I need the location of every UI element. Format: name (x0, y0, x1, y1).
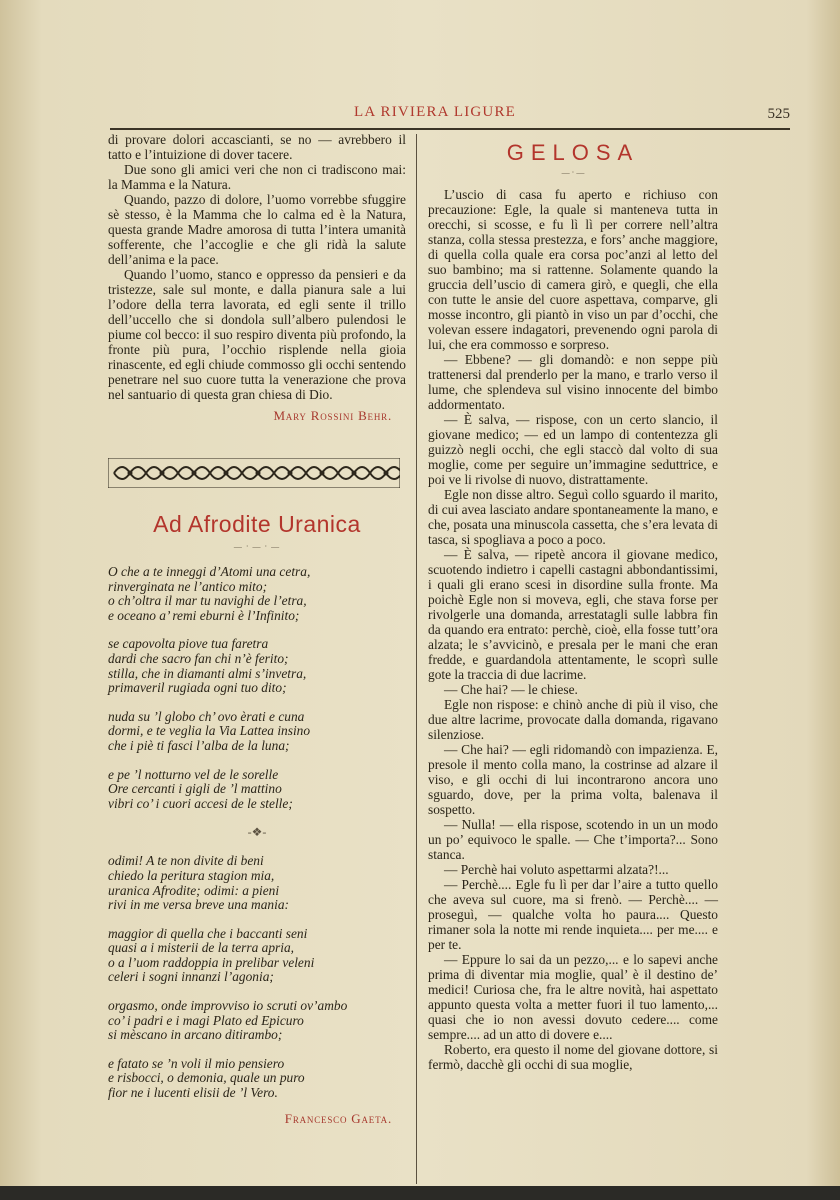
poem-body (108, 565, 406, 1101)
article-signature: Mary Rossini Behr. (273, 408, 392, 423)
title-rule: — · — · — (233, 542, 281, 551)
poem-line: che i piè ti fasci l’alba de la luna; (108, 737, 290, 753)
magazine-title: LA RIVIERA LIGURE (353, 104, 517, 120)
poem-line: si mèscano in arcano ditirambo; (108, 1027, 283, 1043)
left-article (108, 132, 406, 402)
poem-line: nuda su ’l globo ch’ ovo èrati e cuna (108, 708, 305, 724)
poem-line: chiedo la peritura stagion mia, (108, 867, 275, 883)
story-paragraph: — Ebbene? — gli domandò: e non seppe più trattenersi dal prenderlo per la mano, e trarlo verso il lume, che splendeva sul visino innocente del bimbo addormentato. (428, 352, 718, 412)
story-title: GELOSA (506, 140, 640, 165)
title-rule: — · — (561, 168, 585, 177)
poem-stanza (108, 927, 406, 985)
story-paragraph: — Eppure lo sai da un pezzo,... e lo sapevi anche prima di diventar mia moglie, qual’ è il destino de’ medici! Curiosa che, fra le altre novità, hai aspettato appunto questa volta a metter fuori il tuo lamento,... quasi che io non avessi dovuto cedere.... come sempre.... ad un atto di dovere e.... (428, 952, 718, 1042)
poem-line: maggior di quella che i baccanti seni (108, 925, 308, 941)
article-paragraph: Quando, pazzo di dolore, l’uomo vorrebbe sfuggire sè stesso, è la Mamma che lo calma ed è la Natura, questa grande Madre amorosa di tutta l’intera umanità sofferente, che l’accoglie e che gli ridà la salute dell’anima e la pace. (108, 192, 406, 267)
poem-line: e risbocci, o demonia, quale un puro (108, 1070, 305, 1086)
poem-line: rivi in me versa breve una mania: (108, 897, 289, 913)
ornamental-border (108, 458, 400, 488)
story-paragraph: L’uscio di casa fu aperto e richiuso con precauzione: Egle, la quale si manteneva tutta in orecchi, si scosse, e fu lì lì per correre nell’altra stanza, colla stessa prestezza, e fors’ anche maggiore, di quella colla quale era corsa poc’anzi al letto del suo bambino; ma si rattenne. Solamente quando la gruccia dell’uscio di camera girò, e quegli, che ella con tutte le ansie del cuore aspettava, comparve, gli mosse incontro, gli piantò in viso un par d’occhi, che volevan essere indagatori, prevenendo ogni parola di lui, che era commosso e sorpreso. (428, 187, 718, 352)
poem-line: celeri i sogni innanzi l’agonia; (108, 969, 274, 985)
poem-line: o ch’oltra il mar tu navighi de l’etra, (108, 593, 307, 609)
poem-title: Ad Afrodite Uranica (153, 511, 361, 537)
poem-line: co’ i padri e i magi Plato ed Epicuro (108, 1012, 304, 1028)
poem-line: dormi, e te veglia la Via Lattea insino (108, 723, 311, 739)
poem-signature: Francesco Gaeta. (284, 1110, 392, 1126)
story-paragraph: — Nulla! — ella rispose, scotendo in un un modo un po’ equivoco le spalle. — Che t’importa?... Sono stanca. (428, 817, 718, 862)
story-paragraph: — Che hai? — egli ridomandò con impazienza. E, presole il mento colla mano, la costrinse ad alzare il viso, e gli occhi di lui incontrarono ancora uno sguardo, dove, per la prima volta, balenava il sospetto. (428, 742, 718, 817)
poem-line: fior ne i lucenti elisii de ’l Vero. (108, 1085, 278, 1101)
poem-stanza (108, 854, 406, 912)
poem-line: uranica Afrodite; odimi: a pieni (108, 882, 280, 898)
poem-line: rinverginata ne l’antico mito; (108, 578, 268, 594)
poem-stanza (108, 710, 406, 754)
article-paragraph: Quando l’uomo, stanco e oppresso da pensieri e da tristezze, sale sul monte, e dalla pianura sale a lui l’odore della terra lavorata, ed egli sente il trillo dell’uccello che si dondola sull’albero pulendosi le piume col becco: il suo respiro diventa più profondo, la fronte più pura, l’occhio risplende nella gioia rinascente, ed egli chiude commosso gli occhi sentendo penetrare nel suo cuore tutta la venerazione che prova nel santuario di questa gran chiesa di Dio. (108, 267, 406, 402)
poem-stanza (108, 999, 406, 1043)
story-body (428, 187, 718, 1072)
article-paragraph: Due sono gli amici veri che non ci tradiscono mai: la Mamma e la Natura. (108, 162, 406, 192)
page-number: 525 (767, 106, 790, 122)
poem-stanza (108, 565, 406, 623)
article-paragraph: di provare dolori accascianti, se no — avrebbero il tatto e l’intuizione di dover tacere. (108, 132, 406, 162)
running-head (110, 104, 790, 124)
poem-line: odimi! A te non divite di beni (108, 853, 264, 869)
section-ornament: -❖- (247, 825, 267, 840)
poem-line: quasi a i misterii de la terra apria, (108, 940, 294, 956)
poem-line: dardi che sacro fan chi n’è ferito; (108, 650, 289, 666)
poem-line: O che a te inneggi d’Atomi una cetra, (108, 564, 311, 579)
left-column (108, 132, 406, 1127)
story-paragraph: Egle non disse altro. Seguì collo sguardo il marito, di cui avea lasciato andare spontaneamente la mano, e che, posata una minuscola cassetta, che s’era levata di tasca, si spogliava a poco a poco. (428, 487, 718, 547)
story-paragraph: — Perchè hai voluto aspettarmi alzata?!... (444, 862, 669, 877)
story-paragraph: — Che hai? — le chiese. (444, 682, 578, 697)
poem-line: primaveril rugiada ogni tuo dito; (108, 680, 287, 696)
story-paragraph: Roberto, era questo il nome del giovane dottore, si fermò, dacchè gli occhi di sua moglie, (428, 1042, 718, 1072)
header-rule (110, 128, 790, 130)
poem-line: vibri co’ i cuori accesi de le stelle; (108, 795, 293, 811)
poem-stanza (108, 637, 406, 695)
story-paragraph: — È salva, — ripetè ancora il giovane medico, scuotendo indietro i capelli castagni abbondantissimi, i quali gli erano scesi in disordine sulla fronte. Ma poichè Egle non si moveva, egli, che stava forse per rivolgerle una domanda, arrestatagli sulle labbra fin da quando era entrato: perchè, cioè, ella fosse tutt’ora alzata; le s’avvicinò, e presala per le mani che eran fredde, e guardandola attentamente, le scoprì sulle gote la traccia di due lacrime. (428, 547, 718, 682)
poem-stanza (108, 1057, 406, 1101)
right-column (428, 136, 718, 1072)
poem-line: orgasmo, onde improvviso io scruti ov’ambo (108, 998, 348, 1014)
poem-line: e fatato se ’n voli il mio pensiero (108, 1055, 285, 1071)
poem-line: stilla, che in diamanti almi s’invetra, (108, 665, 307, 681)
poem-line: Ore cercanti i gigli de ’l mattino (108, 781, 282, 797)
poem-line: e pe ’l notturno vel de le sorelle (108, 766, 279, 782)
poem-line: e oceano a’ remi eburni è l’Infinito; (108, 607, 300, 623)
story-paragraph: Egle non rispose: e chinò anche di più il viso, che due altre lacrime, provocate dalla domanda, rigavano silenziose. (428, 697, 718, 742)
scan-edge (0, 1186, 840, 1200)
story-paragraph: — Perchè.... Egle fu lì per dar l’aire a tutto quello che aveva sul cuore, ma si frenò. — Perchè.... — proseguì, — qualche volta ho paura.... Questo rimaner sola la notte mi rende inquieta.... per me.... e per te. (428, 877, 718, 952)
poem-stanza (108, 768, 406, 812)
poem-line: se capovolta piove tua faretra (108, 636, 269, 652)
story-paragraph: — È salva, — rispose, con un certo slancio, il giovane medico; — ed un lampo di contentezza gli guizzò negli occhi, che egli staccò dal volto di sua moglie, come per seguire un’immagine seduttrice, e poi ve li rivolse di nuovo, distrattamente. (428, 412, 718, 487)
poem-line: o a l’uom raddoppia in prelibar veleni (108, 954, 315, 970)
column-divider (416, 134, 417, 1184)
